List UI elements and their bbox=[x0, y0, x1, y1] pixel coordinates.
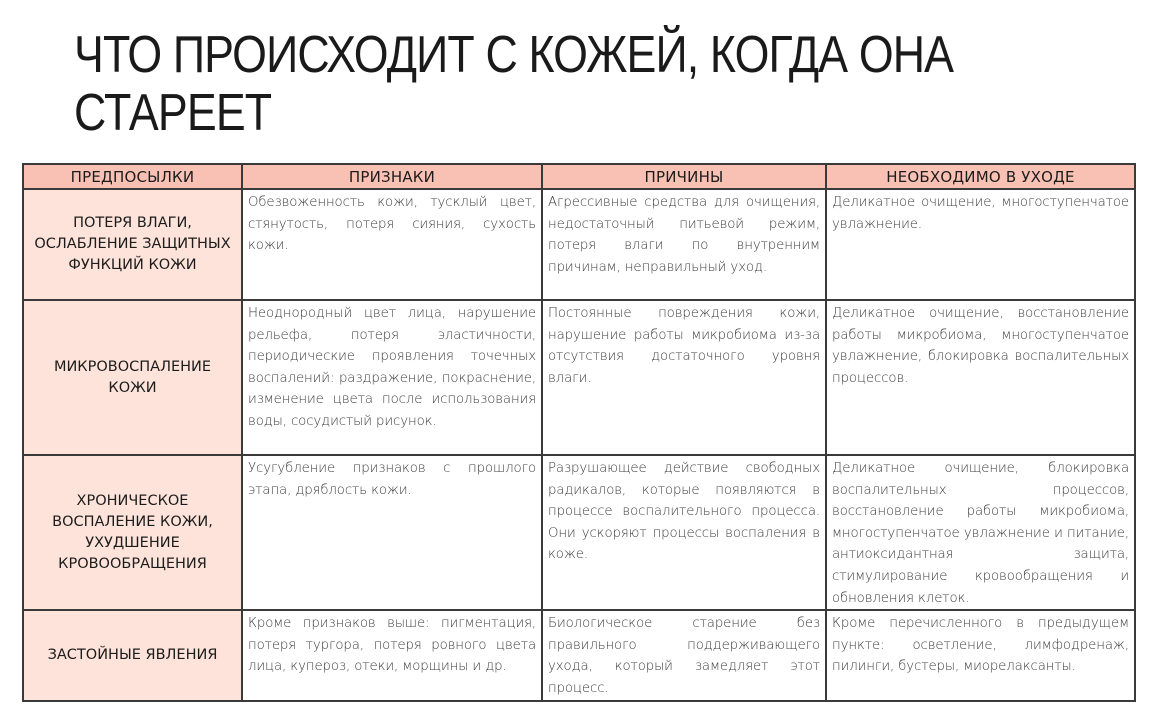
skin-aging-table bbox=[22, 163, 1136, 702]
premise-cell: ЗАСТОЙНЫЕ ЯВЛЕНИЯ bbox=[23, 610, 242, 700]
header-premises: ПРЕДПОСЫЛКИ bbox=[23, 164, 242, 189]
header-signs: ПРИЗНАКИ bbox=[242, 164, 542, 189]
table-row bbox=[23, 189, 1135, 300]
table-row bbox=[23, 300, 1135, 455]
premise-cell: МИКРОВОСПАЛЕНИЕ КОЖИ bbox=[23, 300, 242, 455]
header-care: НЕОБХОДИМО В УХОДЕ bbox=[826, 164, 1135, 189]
signs-cell: Кроме признаков выше: пигментация, потеря тургора, потеря ровного цвета лица, купероз, отеки, морщины и др. bbox=[242, 610, 542, 700]
care-cell: Кроме перечисленного в предыдущем пункте: осветление, лимфодренаж, пилинги, бустеры, миорелаксанты. bbox=[826, 610, 1135, 700]
causes-cell: Постоянные повреждения кожи, нарушение работы микробиома из-за отсутствия достаточного уровня влаги. bbox=[542, 300, 826, 455]
care-cell: Деликатное очищение, блокировка воспалительных процессов, восстановление работы микробиома, многоступенчатое увлажнение и питание, антиоксидантная защита, стимулирование кровообращения и обновления клеток. bbox=[826, 455, 1135, 610]
table-row bbox=[23, 455, 1135, 610]
signs-cell: Обезвоженность кожи, тусклый цвет, стянутость, потеря сияния, сухость кожи. bbox=[242, 189, 542, 300]
header-causes: ПРИЧИНЫ bbox=[542, 164, 826, 189]
signs-cell: Неоднородный цвет лица, нарушение рельефа, потеря эластичности, периодические проявления точечных воспалений: раздражение, покраснение, изменение цвета после использования воды, сосудистый рисунок. bbox=[242, 300, 542, 455]
signs-cell: Усугубление признаков с прошлого этапа, дряблость кожи. bbox=[242, 455, 542, 610]
premise-cell: ПОТЕРЯ ВЛАГИ, ОСЛАБЛЕНИЕ ЗАЩИТНЫХ ФУНКЦИЙ КОЖИ bbox=[23, 189, 242, 300]
premise-cell: ХРОНИЧЕСКОЕ ВОСПАЛЕНИЕ КОЖИ, УХУДШЕНИЕ КРОВООБРАЩЕНИЯ bbox=[23, 455, 242, 610]
causes-cell: Разрушающее действие свободных радикалов, которые появляются в процессе воспалительного процесса. Они ускоряют процессы воспаления в коже. bbox=[542, 455, 826, 610]
table-row bbox=[23, 610, 1135, 700]
table-header-row bbox=[23, 164, 1135, 189]
care-cell: Деликатное очищение, многоступенчатое увлажнение. bbox=[826, 189, 1135, 300]
care-cell: Деликатное очищение, восстановление работы микробиома, многоступенчатое увлажнение, блокировка воспалительных процессов. bbox=[826, 300, 1135, 455]
page-title: ЧТО ПРОИСХОДИТ С КОЖЕЙ, КОГДА ОНА СТАРЕЕТ bbox=[74, 26, 954, 142]
causes-cell: Агрессивные средства для очищения, недостаточный питьевой режим, потеря влаги по внутренним причинам, неправильный уход. bbox=[542, 189, 826, 300]
causes-cell: Биологическое старение без правильного поддерживающего ухода, который замедляет этот процесс. bbox=[542, 610, 826, 700]
